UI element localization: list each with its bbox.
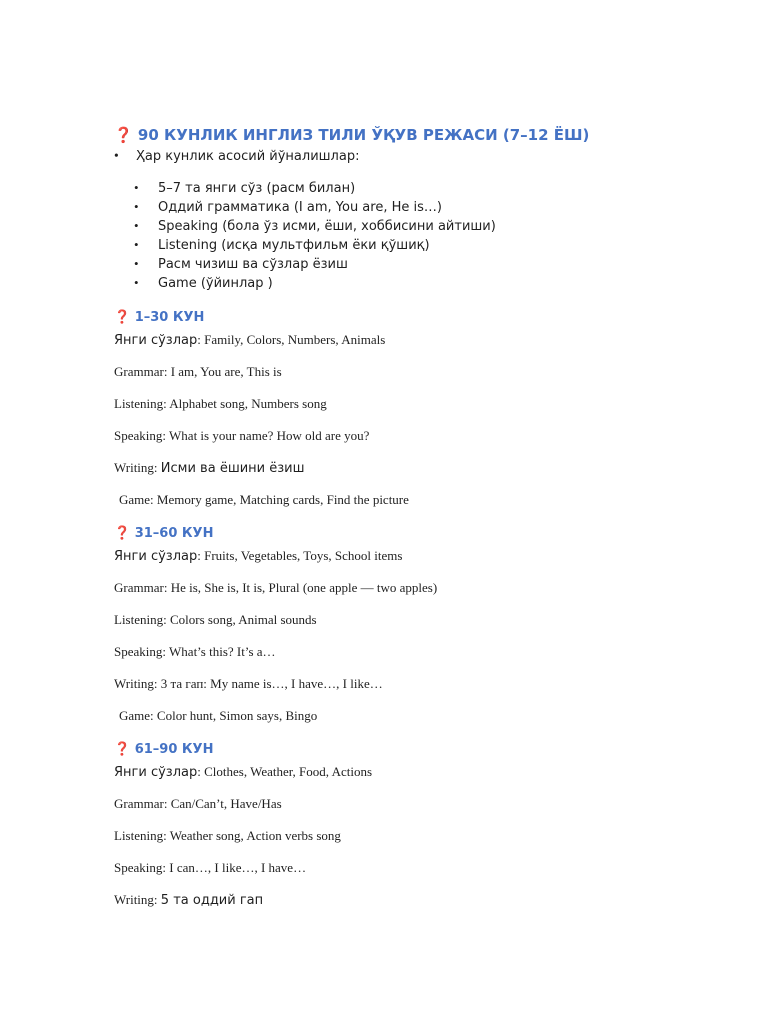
- section-row: Listening: Colors song, Animal sounds: [114, 612, 317, 627]
- bullet-icon: •: [134, 180, 139, 195]
- section-row: Listening: Weather song, Action verbs song: [114, 828, 341, 843]
- section-heading-days-1-30: ❓ 1–30 КУН: [114, 310, 205, 325]
- bullet-icon: •: [134, 199, 139, 214]
- bullet-icon: •: [134, 237, 139, 252]
- section-row: Writing: 5 та оддий гап: [114, 892, 264, 908]
- daily-directions-heading: [114, 148, 359, 164]
- bullet-icon: •: [134, 256, 139, 271]
- section-row: Writing: 3 та гап: My name is…, I have…, I like…: [114, 676, 383, 691]
- section-row: Listening: Alphabet song, Numbers song: [114, 396, 327, 411]
- section-row: Writing: Исми ва ёшини ёзиш: [114, 460, 305, 476]
- section-row: Grammar: I am, You are, This is: [114, 364, 282, 379]
- section-row: Game: Memory game, Matching cards, Find the picture: [119, 492, 409, 507]
- list-item: • Listening (исқа мультфильм ёки қўшиқ): [134, 237, 430, 253]
- section-heading-days-61-90: ❓ 61–90 КУН: [114, 742, 214, 757]
- section-heading-days-31-60: ❓ 31–60 КУН: [114, 526, 214, 541]
- section-row: Янги сўзлар: Clothes, Weather, Food, Actions: [114, 764, 373, 780]
- document-title: ❓ 90 КУНЛИК ИНГЛИЗ ТИЛИ ЎҚУВ РЕЖАСИ (7–12 ЁШ): [114, 126, 590, 144]
- section-row: Янги сўзлар: Family, Colors, Numbers, Animals: [114, 332, 386, 348]
- bullet-icon: •: [134, 275, 139, 290]
- daily-directions-list: [134, 180, 496, 294]
- list-item: • Speaking (бола ўз исми, ёши, хоббисини айтиши): [134, 218, 496, 234]
- section-row: Speaking: What’s this? It’s a…: [114, 644, 276, 659]
- bullet-icon: •: [114, 148, 119, 163]
- list-item: • Расм чизиш ва сўзлар ёзиш: [134, 256, 348, 272]
- section-row: Speaking: I can…, I like…, I have…: [114, 860, 307, 875]
- list-item: • Оддий грамматика (I am, You are, He is…): [134, 199, 442, 215]
- section-row: Grammar: He is, She is, It is, Plural (one apple — two apples): [114, 580, 438, 595]
- section-row: Янги сўзлар: Fruits, Vegetables, Toys, School items: [114, 548, 403, 564]
- daily-directions-label: Ҳар кунлик асосий йўналишлар:: [136, 149, 360, 164]
- section-row: Grammar: Can/Can’t, Have/Has: [114, 796, 282, 811]
- bullet-icon: •: [134, 218, 139, 233]
- section-row: Speaking: What is your name? How old are you?: [114, 428, 370, 443]
- section-row: Game: Color hunt, Simon says, Bingo: [119, 708, 318, 723]
- list-item: • Game (ўйинлар ): [134, 275, 273, 291]
- list-item: • 5–7 та янги сўз (расм билан): [134, 180, 356, 196]
